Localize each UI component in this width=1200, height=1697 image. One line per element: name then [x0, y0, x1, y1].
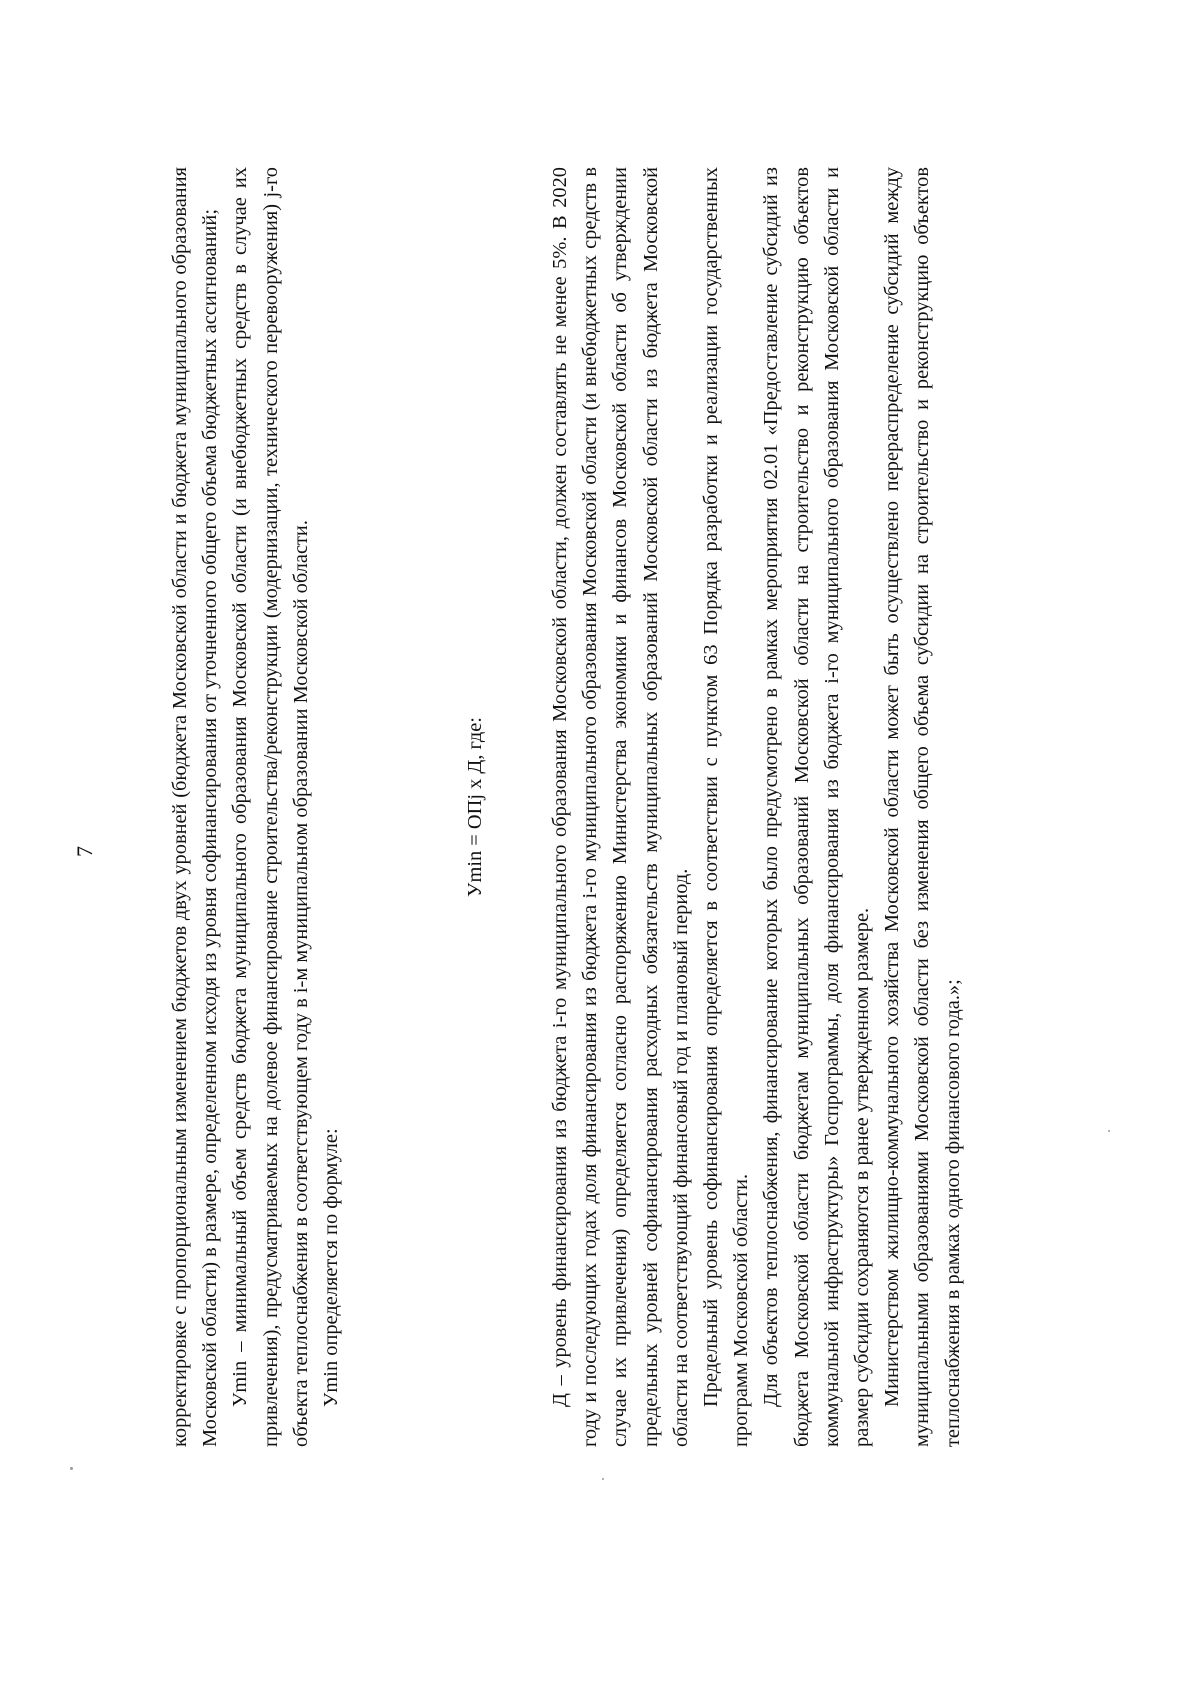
formula: Уmin = ОПj х Д, где: [464, 717, 486, 897]
paragraph-bottom-2: Предельный уровень софинансирования определяется в соответствии с пунктом 63 Порядка разработки и реализации государственных программ Московской области. [700, 167, 753, 1447]
scan-speck [1108, 1130, 1110, 1132]
paragraph-bottom-3: Для объектов теплоснабжения, финансирование которых было предусмотрено в рамках мероприятия 02.01 «Предоставление субсидий из бюджета Московской области бюджетам муниципальных образований Московской области на строительство и реконструкцию объектов коммунальной инфраструктуры» Госпрограммы, доля финансирования из бюджета i-го муниципального образования Московской области и размер субсидии сохраняются в ранее утвержденном размере. [760, 167, 874, 1447]
scan-speck [70, 1467, 73, 1470]
scan-speck [602, 1478, 604, 1480]
text-block-top [165, 167, 346, 1447]
paragraph-bottom-1: Д – уровень финансирования из бюджета i-го муниципального образования Московской области, должен составлять не менее 5%. В 2020 году и последующих годах доля финансирования из бюджета i-го муниципального образования Московской области (и внебюджетных средств в случае их привлечения) определяется согласно распоряжению Министерства экономики и финансов Московской области об утверждении предельных уровней софинансирования расходных обязательств муниципальных образований Московской области из бюджета Московской области на соответствующий финансовый год и плановый период. [549, 167, 692, 1447]
paragraph-bottom-4: Министерством жилищно-коммунального хозяйства Московской области может быть осуществлено перераспределение субсидий между муниципальными образованиями Московской области без изменения общего объема субсидии на строительство и реконструкцию объектов теплоснабжения в рамках одного финансового года.»; [881, 167, 964, 1447]
page-number: 7 [72, 846, 97, 857]
paragraph-top-2: Уmin – минимальный объем средств бюджета муниципального образования Московской области (и внебюджетных средств в случае их привлечения), предусматриваемых на долевое финансирование строительства/реконструкции (модернизации, технического перевооружения) j-го объекта теплоснабжения в соответствующем году в i-м муниципальном образовании Московской области. [229, 167, 312, 1447]
paragraph-top-3: Уmin определяется по формуле: [320, 1128, 343, 1407]
text-block-bottom [545, 167, 968, 1447]
paragraph-top-1: корректировке с пропорциональным изменением бюджетов двух уровней (бюджета Московской области и бюджета муниципального образования Московской области) в размере, определенном исходя из уровня софинансирования от уточненного общего объема бюджетных ассигнований; [169, 167, 222, 1447]
